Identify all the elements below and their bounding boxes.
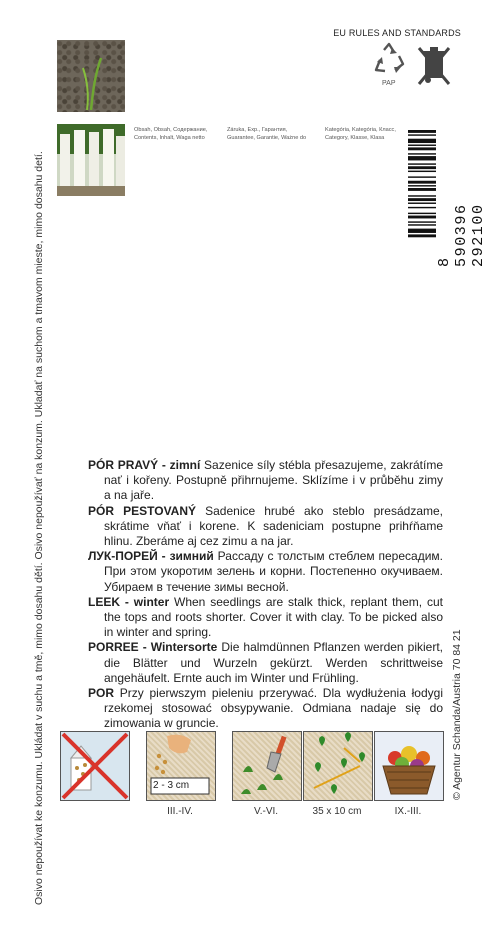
pap-label: PAP (382, 80, 396, 87)
transplant-trowel-icon (232, 731, 302, 801)
barcode-bar (408, 176, 436, 177)
recycle-icon (372, 42, 406, 76)
barcode-number: 8 590396 292100 (436, 203, 487, 267)
description-paragraph (88, 686, 443, 732)
barcode-bar (408, 147, 436, 150)
storage-warning-vertical: Osivo nepoužívat ke konzumu. Ukládat v suchu a tmě, mimo dosahu dětí. Osivo nepoužívať na konzum. Ukladať na suchom a tmavom mieste, mimo dosahu detí. (33, 151, 45, 905)
description-paragraph (88, 458, 443, 504)
barcode-bar (408, 229, 436, 233)
leek-harvest-photo (57, 124, 125, 196)
barcode-bar (408, 153, 436, 154)
description-title: ЛУК-ПОРЕЙ - зимний (88, 549, 214, 564)
barcode-bar (408, 163, 436, 164)
copyright-vertical: © Agentur Schanda/Austria 70 84 21 (451, 629, 463, 800)
info-guarantee-label-1: Záruka, Exp., Гарантия, (227, 127, 288, 133)
trash-bin-icon (416, 42, 452, 86)
description-paragraph (88, 595, 443, 641)
info-category-label-2: Category, Klasse, Klasa (325, 135, 385, 141)
harvest-basket-icon (374, 731, 444, 801)
description-title: LEEK - winter (88, 594, 170, 609)
description-paragraph (88, 504, 443, 550)
barcode-bar (408, 166, 436, 169)
barcode-bar (408, 213, 436, 214)
description-text: Рассаду с толстым стеблем пересадим. При этом укоротим зелень и корни. Постепенно окучиваем. Убираем в течение зимы весной. (104, 549, 443, 594)
description-text: Sadenice hrubé ako steblo presádzame, skrátime vňať i korene. K sadeniciam postupne prihŕňame hlinu. Zberáme aj cez zimu a na jar. (104, 503, 443, 549)
barcode-bar (408, 195, 436, 196)
info-guarantee-label-2: Guarantee, Garantie, Ważne do (227, 135, 307, 141)
harvest-period: IX.-III. (394, 806, 422, 817)
barcode-bar (408, 188, 436, 191)
description-title: PÓR PESTOVANÝ (88, 503, 197, 518)
barcode-bar (408, 181, 436, 184)
description-title: POR (88, 686, 115, 701)
description-paragraph (88, 549, 443, 595)
seedling-soil-photo (57, 40, 125, 112)
eu-rules-label: EU RULES AND STANDARDS (333, 28, 461, 38)
barcode-bar (408, 156, 436, 160)
barcode-bar (408, 207, 436, 208)
barcode-bar (408, 224, 436, 225)
description-title: PÓR PRAVÝ - zimní (88, 458, 201, 472)
barcode-bar (408, 171, 436, 172)
barcode-bar (408, 221, 436, 222)
info-table (134, 126, 396, 142)
barcode-bar (408, 139, 436, 143)
sowing-depth: 2 - 3 cm (153, 780, 190, 791)
sowing-seeds-icon (146, 731, 216, 801)
barcode-bar (408, 198, 436, 201)
plant-spacing-icon (303, 731, 373, 801)
barcode-bar (408, 130, 436, 133)
no-greenhouse-icon (60, 731, 130, 801)
description-title: PORREE - Wintersorte (88, 640, 218, 655)
sowing-period: III.-IV. (167, 806, 193, 817)
info-contents-label-2: Contents, Inhalt, Waga netto (134, 135, 205, 141)
description-text: Przy pierwszym pieleniu przerywać. Dla wydłużenia łodygi rzekomej stosować obsypywanie. Odmiana nadaje się do zimowania w gruncie. (104, 686, 443, 731)
transplant-period: V.-VI. (253, 806, 279, 817)
description-text: Die halmdünnen Pflanzen werden pikiert, die Blätter und Wurzeln gekürzt. Werden schrittweise angehäufelt. Ernte auch im Winter und Frühling. (104, 640, 443, 685)
barcode-bar (408, 234, 436, 237)
barcode-bar (408, 145, 436, 146)
spacing-value: 35 x 10 cm (312, 806, 362, 817)
barcode-bar (408, 134, 436, 135)
description-text: Sazenice síly stébla přesazujeme, zakrátíme nať i kořeny. Postupně přihrnujeme. Sklízíme i v průběhu zimy a na jaře. (104, 458, 444, 503)
barcode-bar (408, 203, 436, 204)
barcode-bar (408, 216, 436, 219)
description-block (88, 458, 443, 732)
barcode-bar (408, 185, 436, 186)
info-category-label-1: Kategória, Kategória, Класс, (325, 127, 396, 133)
description-text: When seedlings are stalk thick, replant them, cut the tops and roots shorter. Cover it with clay. To be picked also in winter and spring. (104, 594, 443, 640)
info-contents-label-1: Obsah, Obsah, Содержание, (134, 127, 208, 133)
description-paragraph (88, 640, 443, 686)
